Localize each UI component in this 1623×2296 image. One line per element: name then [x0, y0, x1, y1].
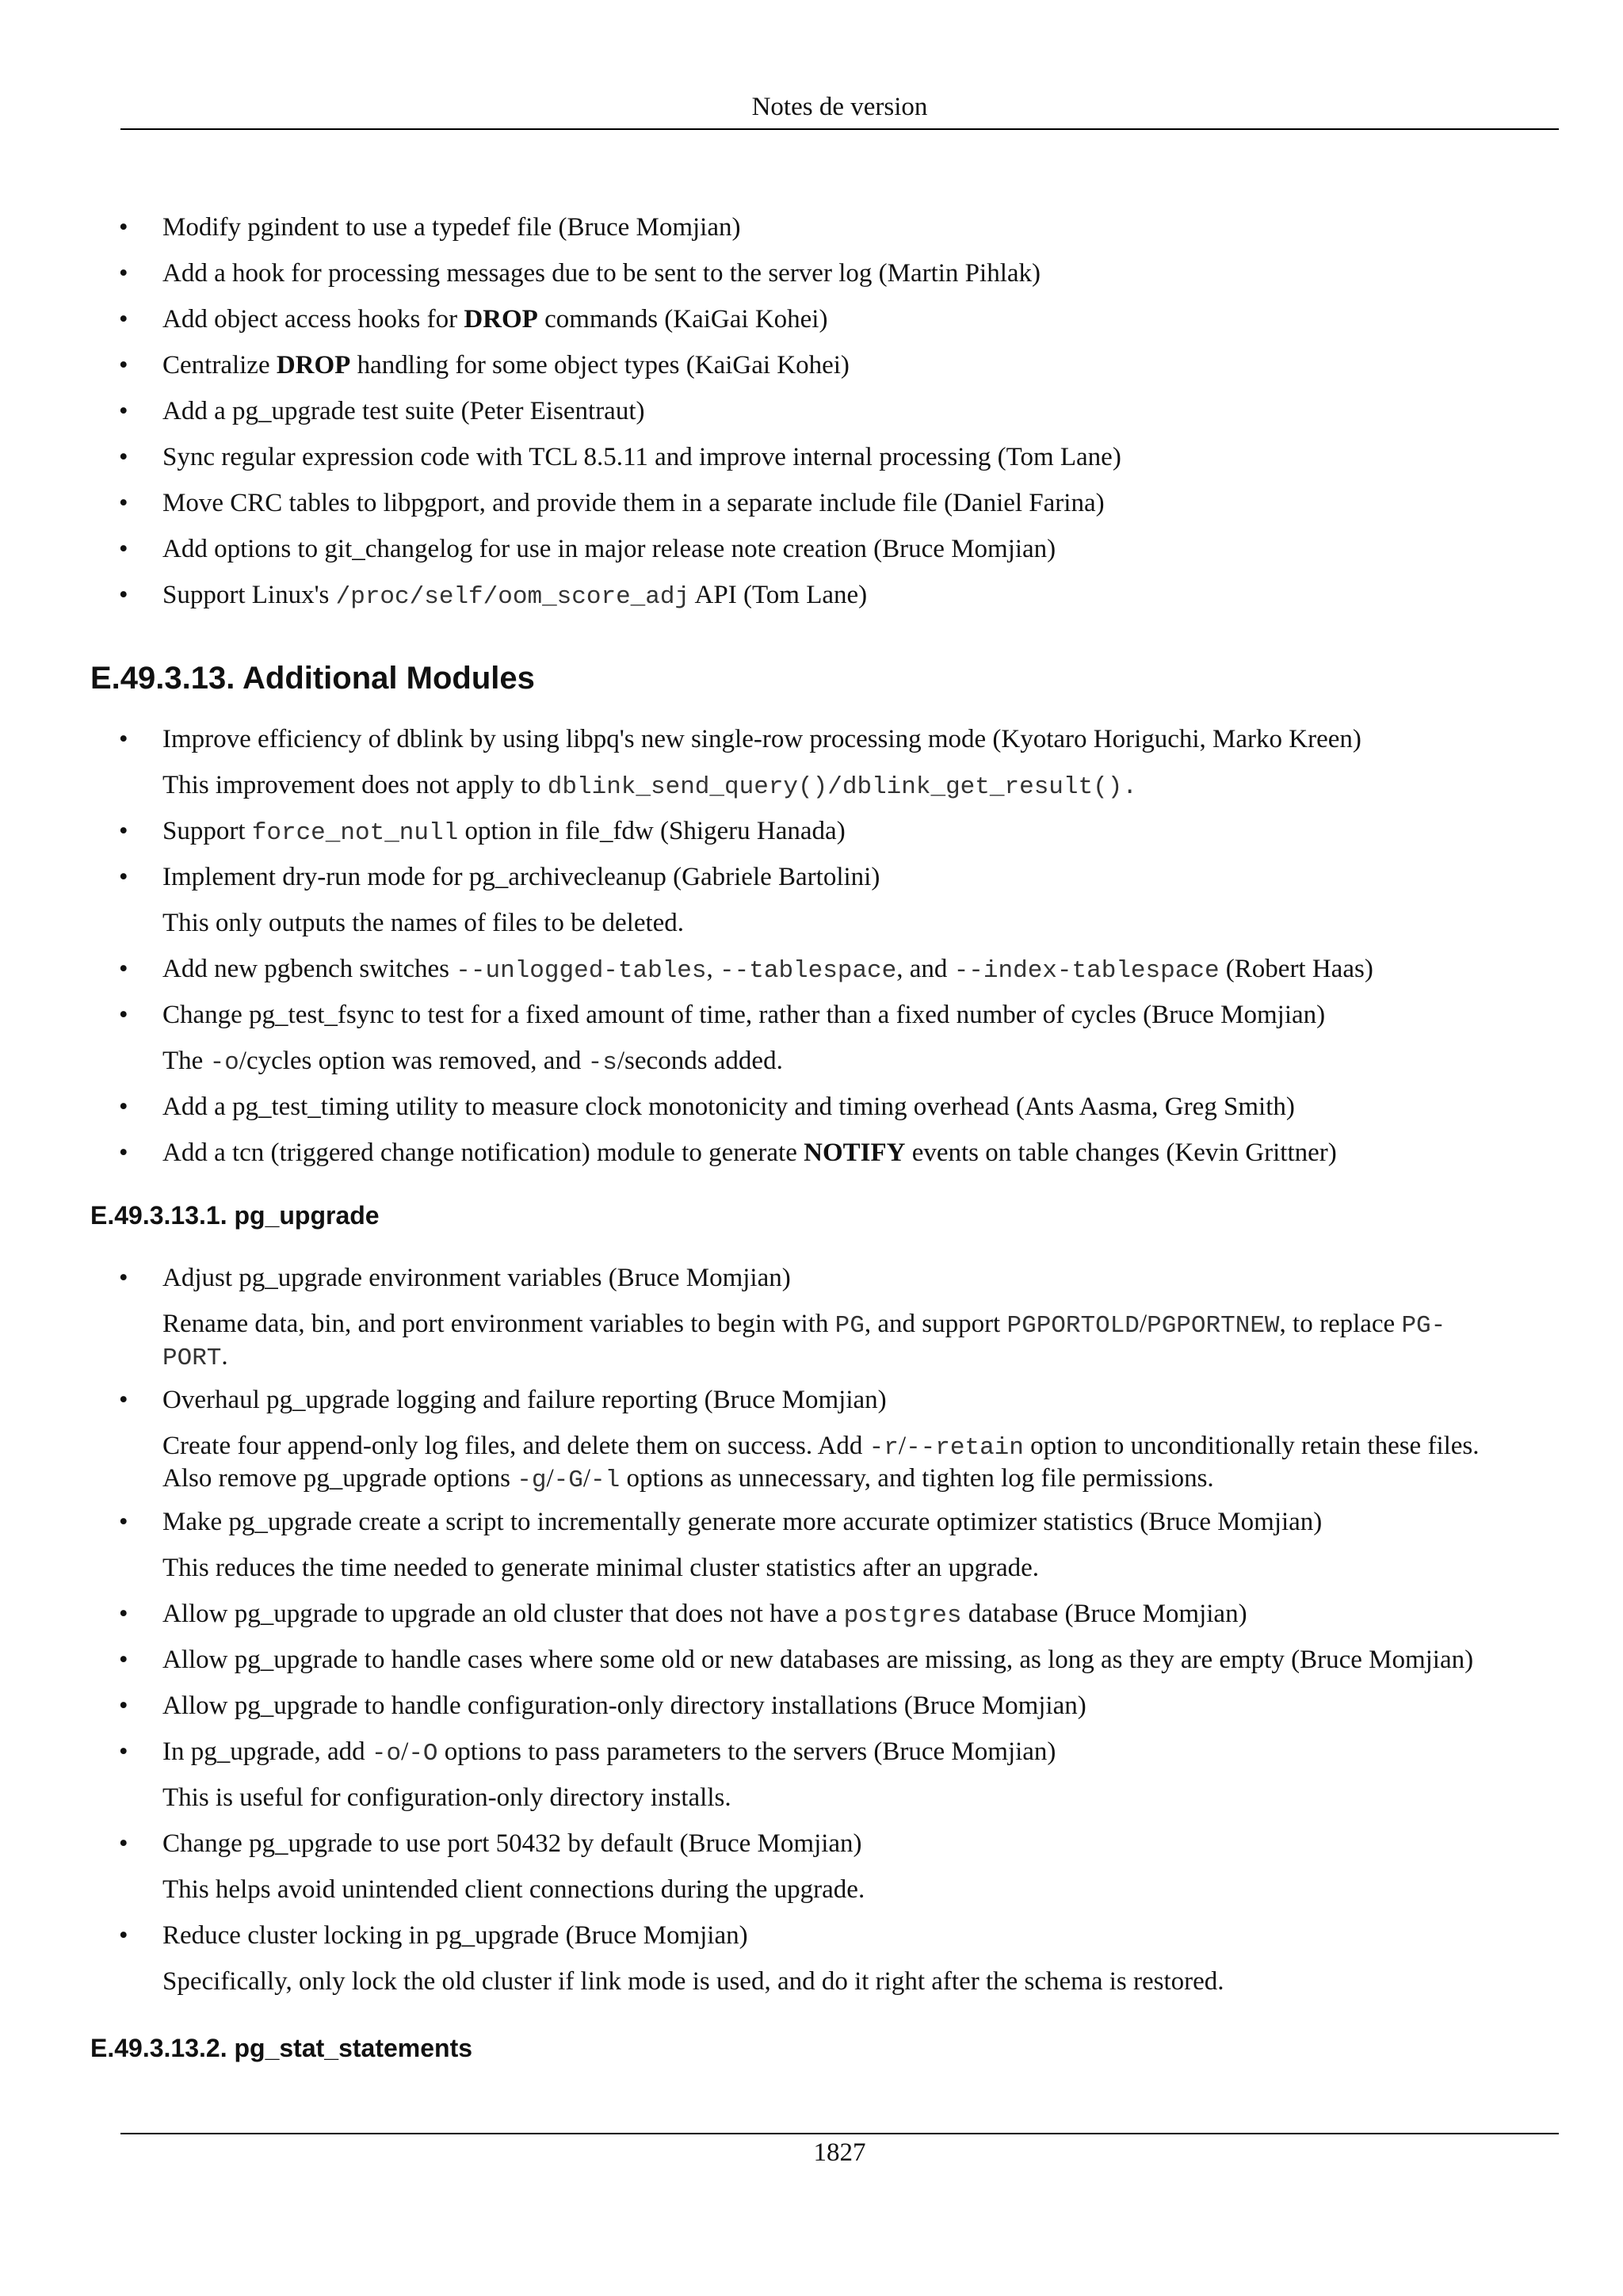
list-item	[119, 350, 1560, 380]
bullet: •	[119, 1264, 128, 1292]
item-text: option in file_fdw (Shigeru Hanada)	[458, 817, 846, 845]
item-note: This helps avoid unintended client connections during the upgrade.	[162, 1875, 865, 1904]
bullet: •	[119, 259, 128, 288]
bullet: •	[119, 1921, 128, 1950]
bullet: •	[119, 443, 128, 471]
bullet: •	[119, 1138, 128, 1167]
period: .	[1122, 773, 1137, 801]
note-text: , to replace	[1279, 1310, 1402, 1338]
code-span: PGPORTOLD	[1006, 1312, 1140, 1340]
separator: /	[827, 773, 842, 801]
item-text: Improve efficiency of dblink by using libpq's new single-row processing mode (Kyotaro Horiguchi, Marko Kreen)	[162, 725, 1361, 753]
list-item	[119, 1599, 1560, 1631]
note-text: .	[221, 1342, 228, 1371]
list-item	[119, 304, 1560, 334]
separator: ,	[706, 955, 720, 983]
code-span: PORT	[162, 1344, 222, 1372]
item-note	[162, 770, 1560, 803]
item-note: Specifically, only lock the old cluster if link mode is used, and do it right after the schema is restored.	[162, 1967, 1224, 1996]
list-item	[119, 862, 1560, 892]
code-span: PG-	[1401, 1312, 1446, 1340]
header-rule	[120, 128, 1559, 130]
separator: /	[546, 1464, 554, 1493]
item-text: (Robert Haas)	[1219, 955, 1373, 983]
item-text: Make pg_upgrade create a script to incrementally generate more accurate optimizer statistics (Bruce Momjian)	[162, 1508, 1323, 1536]
item-note: This is useful for configuration-only directory installs.	[162, 1783, 731, 1812]
list-item	[119, 816, 1560, 849]
item-text: Allow pg_upgrade to handle cases where some old or new databases are missing, as long as they are empty (Bruce Momjian)	[162, 1646, 1474, 1674]
item-text: Change pg_upgrade to use port 50432 by default (Bruce Momjian)	[162, 1829, 862, 1858]
item-text: commands (KaiGai Kohei)	[537, 305, 828, 334]
code-span: --index-tablespace	[953, 957, 1220, 985]
code-span: /proc/self/oom_score_adj	[335, 583, 690, 611]
item-text: database (Bruce Momjian)	[961, 1600, 1247, 1628]
list-item	[119, 488, 1560, 518]
list-item	[119, 258, 1560, 288]
code-span: -O	[408, 1740, 438, 1768]
bullet: •	[119, 725, 128, 753]
list-item	[119, 1645, 1560, 1675]
code-span: --retain	[906, 1434, 1024, 1462]
list-item	[119, 442, 1560, 472]
list-item	[119, 724, 1560, 754]
bullet: •	[119, 1386, 128, 1414]
code-span: dblink_send_query()	[547, 773, 828, 801]
bullet: •	[119, 397, 128, 425]
section-heading: E.49.3.13. Additional Modules	[90, 661, 535, 696]
code-span: postgres	[843, 1602, 962, 1630]
item-text: Allow pg_upgrade to upgrade an old cluster that does not have a	[162, 1600, 844, 1628]
item-note	[162, 1309, 1560, 1374]
bullet: •	[119, 1737, 128, 1766]
item-text: Add object access hooks for	[162, 305, 464, 334]
item-text: Modify pgindent to use a typedef file (Bruce Momjian)	[162, 213, 741, 242]
item-text: Adjust pg_upgrade environment variables (Bruce Momjian)	[162, 1264, 791, 1292]
list-item	[119, 1263, 1560, 1293]
item-text: API (Tom Lane)	[689, 581, 868, 609]
item-text: Allow pg_upgrade to handle configuration-only directory installations (Bruce Momjian)	[162, 1691, 1086, 1720]
bullet: •	[119, 1829, 128, 1858]
item-text: Add new pgbench switches	[162, 955, 456, 983]
note-text: Rename data, bin, and port environment variables to begin with	[162, 1310, 835, 1338]
item-text: Change pg_test_fsync to test for a fixed amount of time, rather than a fixed number of cycles (Bruce Momjian)	[162, 1001, 1326, 1029]
keyword: DROP	[276, 351, 351, 379]
list-item	[119, 534, 1560, 564]
list-item	[119, 396, 1560, 426]
item-text: Add options to git_changelog for use in major release note creation (Bruce Momjian)	[162, 535, 1056, 563]
list-item	[119, 1092, 1560, 1122]
list-item	[119, 1138, 1560, 1168]
bullet: •	[119, 305, 128, 334]
bullet: •	[119, 213, 128, 242]
code-span: dblink_get_result()	[842, 773, 1123, 801]
item-text: handling for some object types (KaiGai Kohei)	[350, 351, 850, 379]
item-text: options to pass parameters to the servers (Bruce Momjian)	[437, 1737, 1056, 1766]
bullet: •	[119, 817, 128, 845]
item-text: Overhaul pg_upgrade logging and failure reporting (Bruce Momjian)	[162, 1386, 887, 1414]
list-item	[119, 1920, 1560, 1951]
code-span: PG	[834, 1312, 865, 1340]
list-item	[119, 1691, 1560, 1721]
note-text: /cycles option was removed, and	[239, 1047, 588, 1075]
item-text: In pg_upgrade, add	[162, 1737, 372, 1766]
item-text: Add a pg_upgrade test suite (Peter Eisentraut)	[162, 397, 645, 425]
separator: /	[898, 1432, 907, 1460]
item-note	[162, 1046, 1560, 1078]
bullet: •	[119, 351, 128, 379]
code-span: -s	[587, 1049, 617, 1077]
bullet: •	[119, 1691, 128, 1720]
bullet: •	[119, 1093, 128, 1121]
bullet: •	[119, 1646, 128, 1674]
list-item	[119, 954, 1560, 986]
list-item	[119, 1737, 1560, 1769]
code-span: --tablespace	[720, 957, 897, 985]
separator: /	[401, 1737, 409, 1766]
item-note: This reduces the time needed to generate minimal cluster statistics after an upgrade.	[162, 1554, 1039, 1582]
page-number: 1827	[813, 2138, 866, 2167]
code-span: -g	[517, 1466, 547, 1494]
list-item	[119, 212, 1560, 242]
item-text: Reduce cluster locking in pg_upgrade (Bruce Momjian)	[162, 1921, 748, 1950]
bullet: •	[119, 535, 128, 563]
keyword: DROP	[464, 305, 538, 334]
item-text: Move CRC tables to libpgport, and provide them in a separate include file (Daniel Farina)	[162, 489, 1105, 517]
running-header: Notes de version	[751, 93, 928, 121]
bullet: •	[119, 955, 128, 983]
code-span: force_not_null	[251, 819, 459, 847]
note-text: option to unconditionally retain these files.	[1023, 1432, 1480, 1460]
item-note: This only outputs the names of files to be deleted.	[162, 909, 685, 937]
code-span: -o	[209, 1049, 239, 1077]
note-text: , and support	[864, 1310, 1007, 1338]
footer-rule	[120, 2133, 1559, 2134]
note-text: Create four append-only log files, and delete them on success. Add	[162, 1432, 869, 1460]
separator: /	[1139, 1310, 1148, 1338]
note-text: The	[162, 1047, 210, 1075]
bullet: •	[119, 1600, 128, 1628]
note-text: options as unnecessary, and tighten log file permissions.	[620, 1464, 1214, 1493]
item-text: Add a hook for processing messages due to be sent to the server log (Martin Pihlak)	[162, 259, 1041, 288]
item-text: Centralize	[162, 351, 277, 379]
keyword: NOTIFY	[804, 1138, 906, 1167]
item-text: Add a pg_test_timing utility to measure clock monotonicity and timing overhead (Ants Aasma, Greg Smith)	[162, 1093, 1295, 1121]
note-text: This improvement does not apply to	[162, 771, 548, 799]
bullet: •	[119, 1001, 128, 1029]
note-text: /seconds added.	[617, 1047, 783, 1075]
separator: /	[582, 1464, 591, 1493]
code-span: -r	[869, 1434, 899, 1462]
code-span: -o	[371, 1740, 402, 1768]
bullet: •	[119, 581, 128, 609]
separator: , and	[896, 955, 954, 983]
note-text: Also remove pg_upgrade options	[162, 1464, 517, 1493]
item-text: Support Linux's	[162, 581, 336, 609]
bullet: •	[119, 1508, 128, 1536]
code-span: -G	[553, 1466, 583, 1494]
list-item	[119, 1829, 1560, 1859]
item-note	[162, 1431, 1560, 1496]
code-span: -l	[590, 1466, 621, 1494]
subsection-heading: E.49.3.13.2. pg_stat_statements	[90, 2034, 473, 2062]
item-text: Add a tcn (triggered change notification) module to generate	[162, 1138, 804, 1167]
item-text: Sync regular expression code with TCL 8.5.11 and improve internal processing (Tom Lane)	[162, 443, 1121, 471]
bullet: •	[119, 863, 128, 891]
list-item	[119, 580, 1560, 612]
subsection-heading: E.49.3.13.1. pg_upgrade	[90, 1201, 380, 1230]
code-span: PGPORTNEW	[1147, 1312, 1280, 1340]
list-item	[119, 1385, 1560, 1415]
code-span: --unlogged-tables	[456, 957, 707, 985]
list-item	[119, 1000, 1560, 1030]
list-item	[119, 1507, 1560, 1537]
item-text: Support	[162, 817, 252, 845]
item-text: events on table changes (Kevin Grittner)	[905, 1138, 1337, 1167]
bullet: •	[119, 489, 128, 517]
item-text: Implement dry-run mode for pg_archivecleanup (Gabriele Bartolini)	[162, 863, 880, 891]
